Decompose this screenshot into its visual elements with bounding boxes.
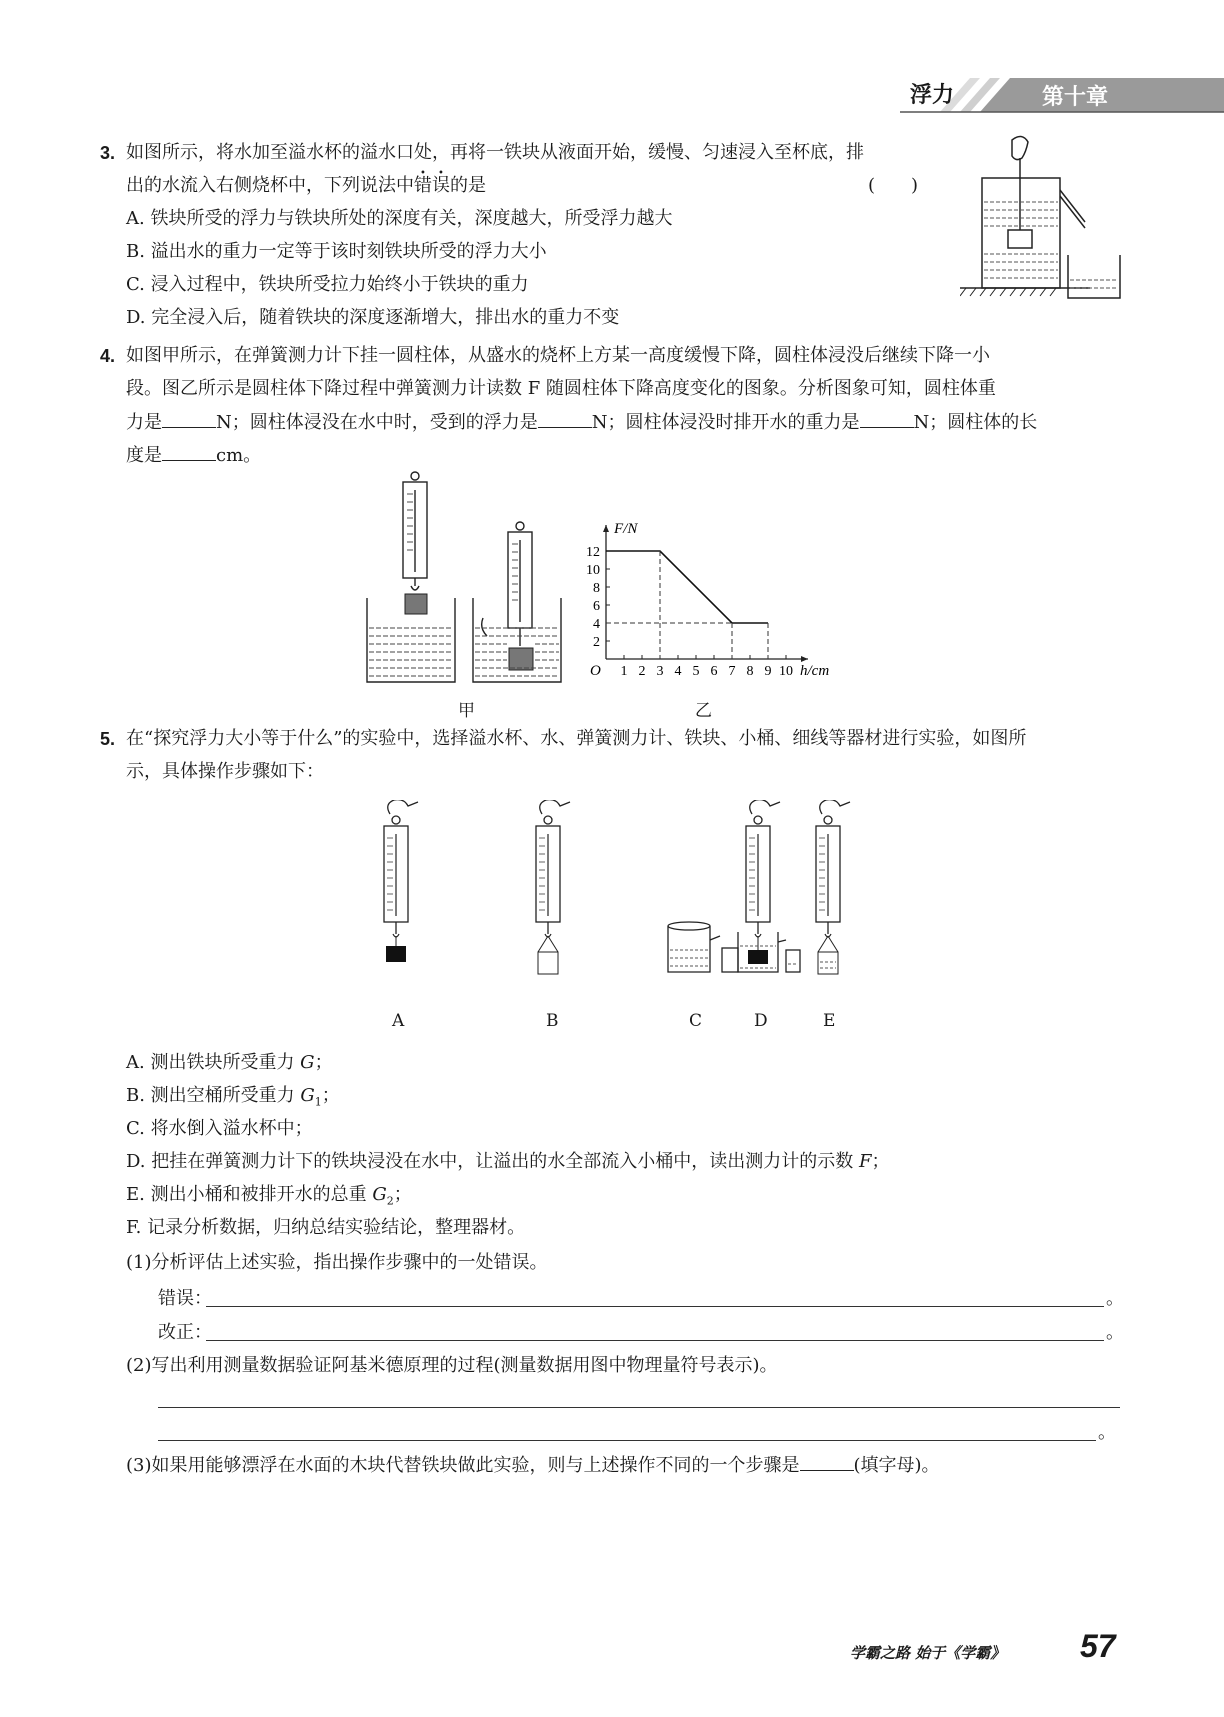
footer-slogan: 学霸之路 始于《学霸》 — [850, 1644, 1006, 1662]
x-tick-label: 2 — [638, 664, 646, 679]
y-tick-label: 2 — [593, 635, 600, 650]
origin-label: O — [590, 663, 601, 679]
y-tick-label: 8 — [593, 581, 600, 596]
answer-blank[interactable] — [162, 442, 216, 461]
q4-line2: 段。图乙所示是圆柱体下降过程中弹簧测力计读数 F 随圆柱体下降高度变化的图象。分析图象可知，圆柱体重 — [126, 378, 996, 399]
y-axis-label: F/N — [614, 521, 638, 537]
q3-option-d: D. 完全浸入后，随着铁块的深度逐渐增大，排出水的重力不变 — [126, 307, 620, 328]
period: 。 — [1098, 1422, 1116, 1443]
x-tick-label: 1 — [620, 664, 628, 679]
fix-label: 改正： — [158, 1322, 212, 1343]
figure-label-b: B — [546, 1011, 559, 1031]
q3-option-c: C. 浸入过程中，铁块所受拉力始终小于铁块的重力 — [126, 274, 529, 295]
force-height-chart — [580, 485, 860, 685]
figure-label-d: D — [754, 1011, 768, 1031]
q5-step-d: D. 把挂在弹簧测力计下的铁块浸没在水中，让溢出的水全部流入小桶中，读出测力计的示数 F； — [126, 1151, 890, 1172]
q3-number: 3. — [100, 143, 116, 163]
q5-number: 5. — [100, 729, 116, 749]
x-tick-label: 9 — [764, 664, 772, 679]
q3-stem-line1: 如图所示，将水加至溢水杯的溢水口处，再将一铁块从液面开始，缓慢、匀速浸入至杯底，排 — [126, 142, 864, 163]
answer-blank[interactable] — [162, 409, 216, 428]
spring-scale-beaker-figure — [365, 468, 575, 688]
figure-label-c: C — [689, 1011, 703, 1031]
error-answer-line[interactable] — [206, 1306, 1104, 1307]
error-label: 错误： — [158, 1288, 212, 1309]
figure-label-e: E — [823, 1011, 836, 1031]
series-line — [606, 551, 768, 623]
page-number: 57 — [1080, 1628, 1116, 1664]
header-chapter: 第十章 — [1042, 85, 1109, 110]
emphasis-mark: 错 — [414, 175, 432, 196]
x-axis-label: h/cm — [800, 663, 830, 679]
q5-sub3: (3)如果用能够漂浮在水面的木块代替铁块做此实验，则与上述操作不同的一个步骤是 (填字母)。 — [126, 1452, 940, 1479]
x-tick-label: 8 — [746, 664, 754, 679]
x-tick-label: 10 — [779, 664, 793, 679]
q5-sub1: (1)分析评估上述实验，指出操作步骤中的一处错误。 — [126, 1252, 548, 1273]
figure-label-a: A — [392, 1011, 405, 1031]
figure-label-yi: 乙 — [695, 701, 712, 721]
q3-option-a: A. 铁块所受的浮力与铁块所处的深度有关，深度越大，所受浮力越大 — [126, 208, 673, 229]
y-tick-label: 12 — [586, 545, 600, 560]
y-tick-label: 4 — [593, 617, 600, 632]
q4-number: 4. — [100, 346, 116, 366]
process-answer-line-1[interactable] — [158, 1407, 1120, 1408]
answer-blank[interactable] — [800, 1452, 854, 1471]
period: 。 — [1106, 1288, 1124, 1309]
archimedes-experiment-figure — [370, 800, 870, 980]
q5-step-a: A. 测出铁块所受重力 G； — [126, 1052, 333, 1073]
emphasis-mark: 误 — [432, 175, 450, 196]
q5-step-c: C. 将水倒入溢水杯中； — [126, 1118, 313, 1139]
answer-blank[interactable] — [860, 409, 914, 428]
fix-answer-line[interactable] — [206, 1340, 1104, 1341]
q3-option-b: B. 溢出水的重力一定等于该时刻铁块所受的浮力大小 — [126, 241, 547, 262]
answer-blank[interactable] — [538, 409, 592, 428]
overflow-cup-figure — [960, 130, 1130, 310]
q5-sub2: (2)写出利用测量数据验证阿基米德原理的过程(测量数据用图中物理量符号表示)。 — [126, 1355, 778, 1376]
q5-line1: 在“探究浮力大小等于什么”的实验中，选择溢水杯、水、弹簧测力计、铁块、小桶、细线等器材进行实验，如图所 — [126, 728, 1027, 749]
q4-line4: 度是 cm。 — [126, 442, 261, 469]
header-topic: 浮力 — [910, 83, 955, 108]
y-tick-label: 10 — [586, 563, 600, 578]
process-answer-line-2[interactable] — [158, 1440, 1096, 1441]
x-tick-label: 5 — [692, 664, 700, 679]
x-tick-label: 6 — [710, 664, 718, 679]
answer-bracket: ( ) — [868, 175, 919, 196]
period: 。 — [1106, 1322, 1124, 1343]
chapter-header — [0, 0, 1224, 120]
q4-line1: 如图甲所示，在弹簧测力计下挂一圆柱体，从盛水的烧杯上方某一高度缓慢下降，圆柱体浸没后继续下降一小 — [126, 345, 990, 366]
y-axis-arrow — [603, 525, 609, 532]
q3-stem-line2: 出的水流入右侧烧杯中，下列说法中错误的是 — [126, 175, 486, 196]
x-tick-label: 3 — [656, 664, 664, 679]
y-tick-label: 6 — [593, 599, 600, 614]
q5-step-e: E. 测出小桶和被排开水的总重 $G_2$； — [126, 1184, 412, 1208]
q5-step-f: F. 记录分析数据，归纳总结实验结论，整理器材。 — [126, 1217, 526, 1238]
x-axis-arrow — [801, 656, 808, 662]
x-tick-label: 7 — [728, 664, 736, 679]
q4-line3: 力是 N；圆柱体浸没在水中时，受到的浮力是 N；圆柱体浸没时排开水的重力是 N；圆柱体的长 — [126, 409, 1037, 436]
x-tick-label: 4 — [674, 664, 682, 679]
q5-line2: 示，具体操作步骤如下： — [126, 761, 324, 782]
figure-label-jia: 甲 — [458, 701, 475, 721]
q5-step-b: B. 测出空桶所受重力 $G_1$； — [126, 1085, 340, 1109]
